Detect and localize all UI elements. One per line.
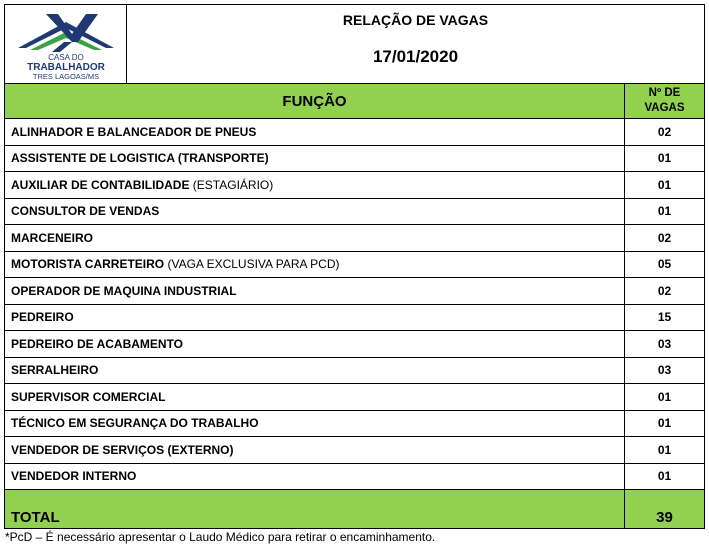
table-row xyxy=(5,278,705,305)
vacancy-table xyxy=(4,4,705,529)
table-row xyxy=(5,304,705,331)
vacancy-count: 01 xyxy=(625,463,705,490)
table-row xyxy=(5,357,705,384)
job-title: PEDREIRO xyxy=(11,310,74,325)
table-row xyxy=(5,172,705,199)
vacancy-count: 15 xyxy=(625,304,705,331)
job-title: ALINHADOR E BALANCEADOR DE PNEUS xyxy=(11,124,257,139)
table-row xyxy=(5,198,705,225)
job-note: (ESTAGIÁRIO) xyxy=(189,177,274,192)
total-label: TOTAL xyxy=(5,490,625,529)
table-row xyxy=(5,437,705,464)
vacancy-count: 01 xyxy=(625,384,705,411)
job-title: OPERADOR DE MAQUINA INDUSTRIAL xyxy=(11,283,237,298)
job-title: SERRALHEIRO xyxy=(11,363,99,378)
logo-cell xyxy=(5,5,127,84)
table-row xyxy=(5,410,705,437)
casa-do-trabalhador-logo xyxy=(10,8,122,82)
vacancy-count: 01 xyxy=(625,198,705,225)
job-title: MOTORISTA CARRETEIRO xyxy=(11,257,165,272)
job-title-cell xyxy=(5,278,625,305)
job-title: VENDEDOR INTERNO xyxy=(11,469,137,484)
table-row xyxy=(5,145,705,172)
job-title-cell xyxy=(5,119,625,146)
vacancy-count: 01 xyxy=(625,172,705,199)
vacancy-count: 02 xyxy=(625,278,705,305)
job-title-cell xyxy=(5,410,625,437)
vacancy-count: 01 xyxy=(625,145,705,172)
vacancy-sheet xyxy=(4,4,704,529)
job-title-cell xyxy=(5,251,625,278)
job-title-cell xyxy=(5,437,625,464)
vacancy-count: 03 xyxy=(625,331,705,358)
job-title: VENDEDOR DE SERVIÇOS (EXTERNO) xyxy=(11,442,234,457)
job-title-cell xyxy=(5,304,625,331)
job-title-cell xyxy=(5,145,625,172)
total-count: 39 xyxy=(625,490,705,529)
page-date: 17/01/2020 xyxy=(372,47,459,66)
job-title-cell xyxy=(5,463,625,490)
job-title: MARCENEIRO xyxy=(11,230,94,245)
vacancy-count: 01 xyxy=(625,410,705,437)
job-title-cell xyxy=(5,331,625,358)
vacancy-count: 03 xyxy=(625,357,705,384)
logo-line-2: TRABALHADOR xyxy=(26,62,105,73)
logo-line-1: CASA DO xyxy=(47,53,84,62)
job-title: CONSULTOR DE VENDAS xyxy=(11,204,160,219)
function-column-header: FUNÇÃO xyxy=(5,84,625,119)
job-title: SUPERVISOR COMERCIAL xyxy=(11,389,166,404)
table-row xyxy=(5,331,705,358)
count-header-line-1: Nº DE xyxy=(648,87,681,99)
vacancy-count: 05 xyxy=(625,251,705,278)
column-header-row xyxy=(5,84,705,119)
vacancy-count: 02 xyxy=(625,225,705,252)
job-title: TÉCNICO EM SEGURANÇA DO TRABALHO xyxy=(11,416,259,431)
table-row xyxy=(5,463,705,490)
logo-line-3: TRES LAGOAS/MS xyxy=(32,72,99,81)
job-note: (VAGA EXCLUSIVA PARA PCD) xyxy=(164,257,340,272)
job-title: ASSISTENTE DE LOGISTICA (TRANSPORTE) xyxy=(11,151,269,166)
job-title-cell xyxy=(5,357,625,384)
table-row xyxy=(5,251,705,278)
page-title: RELAÇÃO DE VAGAS xyxy=(342,12,489,28)
total-row xyxy=(5,490,705,529)
table-row xyxy=(5,119,705,146)
vacancy-count: 01 xyxy=(625,437,705,464)
header-cell xyxy=(127,5,705,84)
job-title-cell xyxy=(5,172,625,199)
job-title: PEDREIRO DE ACABAMENTO xyxy=(11,336,184,351)
vacancy-count: 02 xyxy=(625,119,705,146)
job-title: AUXILIAR DE CONTABILIDADE xyxy=(11,177,190,192)
job-title-cell xyxy=(5,225,625,252)
table-row xyxy=(5,384,705,411)
count-header-line-2: VAGAS xyxy=(644,102,685,114)
vacancy-rows xyxy=(5,119,705,490)
count-column-header xyxy=(625,84,705,119)
table-row xyxy=(5,225,705,252)
job-title-cell xyxy=(5,198,625,225)
job-title-cell xyxy=(5,384,625,411)
footnote: *PcD – É necessário apresentar o Laudo Médico para retirar o encaminhamento. xyxy=(5,530,436,544)
